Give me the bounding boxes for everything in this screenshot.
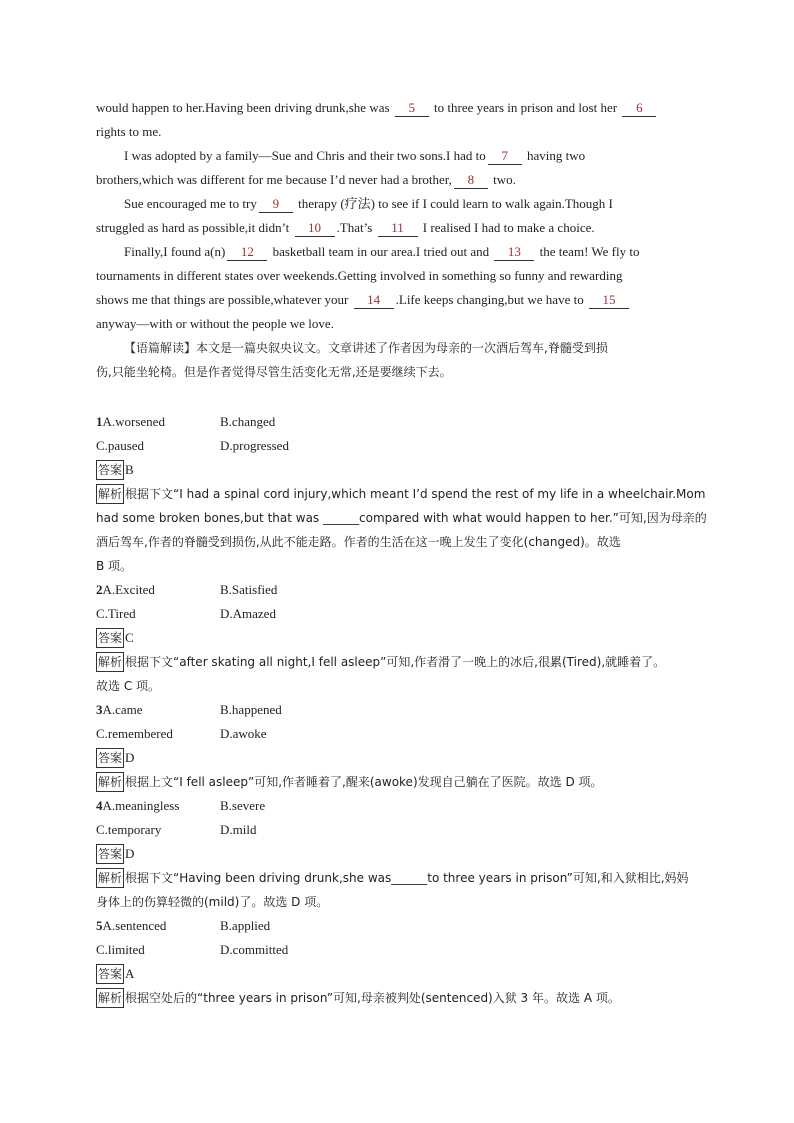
question-2 [96, 578, 702, 698]
answer-value: C [125, 630, 134, 645]
passage-line [96, 144, 702, 168]
passage-line [96, 312, 702, 336]
explanation-text: 酒后驾车,作者的脊髓受到损伤,从此不能走路。作者的生活在这一晚上发生了变化(changed)。故选 [96, 535, 621, 549]
option-d: D.progressed [220, 438, 289, 453]
passage-text: I realised I had to make a choice. [419, 220, 595, 235]
explanation-text: 根据空处后的“three years in prison”可知,母亲被判处(sentenced)入狱 3 年。故选 A 项。 [125, 991, 620, 1005]
explanation-text: 根据下文“I had a spinal cord injury,which meant I’d spend the rest of my life in a wheelchair.Mom [125, 487, 706, 501]
question-number: 3 [96, 702, 103, 717]
option-b: B.Satisfied [220, 582, 278, 597]
passage-line [96, 192, 702, 216]
option-a: A.came [102, 702, 143, 717]
option-c: C.paused [96, 438, 145, 453]
explanation-label: 解析 [96, 484, 124, 504]
question-number: 2 [96, 582, 103, 597]
document-body [96, 96, 707, 1010]
option-b: B.changed [220, 414, 276, 429]
passage-line [96, 120, 702, 144]
question-5 [96, 914, 702, 1010]
passage-text: rights to me. [96, 124, 162, 139]
passage-text: therapy (疗法) to see if I could learn to walk again.Though I [294, 196, 613, 211]
option-d: D.awoke [220, 726, 267, 741]
passage-text: I was adopted by a family—Sue and Chris and their two sons.I had to [124, 148, 486, 163]
blank-15: 15 [589, 292, 629, 309]
blank-8: 8 [454, 172, 488, 189]
option-b: B.happened [220, 702, 282, 717]
answer-label: 答案 [96, 748, 124, 768]
passage-text: to three years in prison and lost her [430, 100, 621, 115]
answer-value: D [125, 750, 135, 765]
answer-label: 答案 [96, 460, 124, 480]
answer-label: 答案 [96, 844, 124, 864]
question-number: 5 [96, 918, 103, 933]
passage-text: struggled as hard as possible,it didn’t [96, 220, 293, 235]
answer-label: 答案 [96, 964, 124, 984]
blank-6: 6 [622, 100, 656, 117]
passage-text: having two [523, 148, 586, 163]
passage-line [96, 168, 702, 192]
explanation-text: 根据下文“after skating all night,I fell asleep”可知,作者滑了一晚上的冰后,很累(Tired),就睡着了。 [125, 655, 666, 669]
passage-analysis: 伤,只能坐轮椅。但是作者觉得尽管生活变化无常,还是要继续下去。 [96, 365, 452, 379]
passage-line [96, 240, 702, 264]
question-number: 1 [96, 414, 103, 429]
passage-text: Finally,I found a(n) [124, 244, 226, 259]
question-4 [96, 794, 702, 914]
explanation-text: 根据下文“Having been driving drunk,she was______to three years in prison”可知,和入狱相比,妈妈 [125, 871, 689, 885]
option-a: A.meaningless [102, 798, 180, 813]
answer-value: A [125, 966, 135, 981]
passage-line [96, 96, 702, 120]
option-d: D.mild [220, 822, 257, 837]
question-number: 4 [96, 798, 103, 813]
blank-11: 11 [378, 220, 418, 237]
option-a: A.Excited [102, 582, 155, 597]
explanation-text: B 项。 [96, 559, 133, 573]
explanation-label: 解析 [96, 772, 124, 792]
passage-text: shows me that things are possible,whatever your [96, 292, 352, 307]
blank-9: 9 [259, 196, 293, 213]
passage-line [96, 288, 702, 312]
question-3 [96, 698, 702, 794]
question-1 [96, 410, 707, 578]
answer-value: D [125, 846, 135, 861]
option-b: B.applied [220, 918, 271, 933]
explanation-label: 解析 [96, 988, 124, 1008]
passage [96, 96, 702, 384]
option-d: D.committed [220, 942, 289, 957]
option-c: C.limited [96, 942, 145, 957]
explanation-label: 解析 [96, 652, 124, 672]
passage-text: brothers,which was different for me because I’d never had a brother, [96, 172, 452, 187]
passage-line [96, 216, 702, 240]
passage-text: .That’s [336, 220, 376, 235]
passage-line [96, 264, 702, 288]
blank-5: 5 [395, 100, 429, 117]
passage-text: .Life keeps changing,but we have to [395, 292, 587, 307]
explanation-text: 身体上的伤算轻微的(mild)了。故选 D 项。 [96, 895, 329, 909]
blank-10: 10 [295, 220, 335, 237]
blank-13: 13 [494, 244, 534, 261]
passage-text: Sue encouraged me to try [124, 196, 257, 211]
option-a: A.sentenced [102, 918, 167, 933]
blank-12: 12 [227, 244, 267, 261]
option-c: C.temporary [96, 822, 162, 837]
explanation-text: 故选 C 项。 [96, 679, 161, 693]
passage-text: two. [489, 172, 516, 187]
passage-text: would happen to her.Having been driving drunk,she was [96, 100, 393, 115]
explanation-text: 根据上文“I fell asleep”可知,作者睡着了,醒来(awoke)发现自己躺在了医院。故选 D 项。 [125, 775, 603, 789]
answer-value: B [125, 462, 134, 477]
passage-text: basketball team in our area.I tried out and [269, 244, 493, 259]
blank-7: 7 [488, 148, 522, 165]
option-a: A.worsened [102, 414, 165, 429]
passage-text: anyway—with or without the people we love. [96, 316, 334, 331]
explanation-label: 解析 [96, 868, 124, 888]
explanation-text: had some broken bones,but that was ______compared with what would happen to her.”可知,因为母亲的 [96, 511, 707, 525]
option-d: D.Amazed [220, 606, 276, 621]
blank-14: 14 [354, 292, 394, 309]
option-c: C.Tired [96, 606, 136, 621]
option-c: C.remembered [96, 726, 173, 741]
passage-text: the team! We fly to [536, 244, 640, 259]
passage-analysis: 【语篇解读】本文是一篇央叙央议文。文章讲述了作者因为母亲的一次酒后驾车,脊髓受到损 [124, 341, 608, 355]
answer-label: 答案 [96, 628, 124, 648]
passage-text: tournaments in different states over weekends.Getting involved in something so funny and rewarding [96, 268, 623, 283]
option-b: B.severe [220, 798, 266, 813]
